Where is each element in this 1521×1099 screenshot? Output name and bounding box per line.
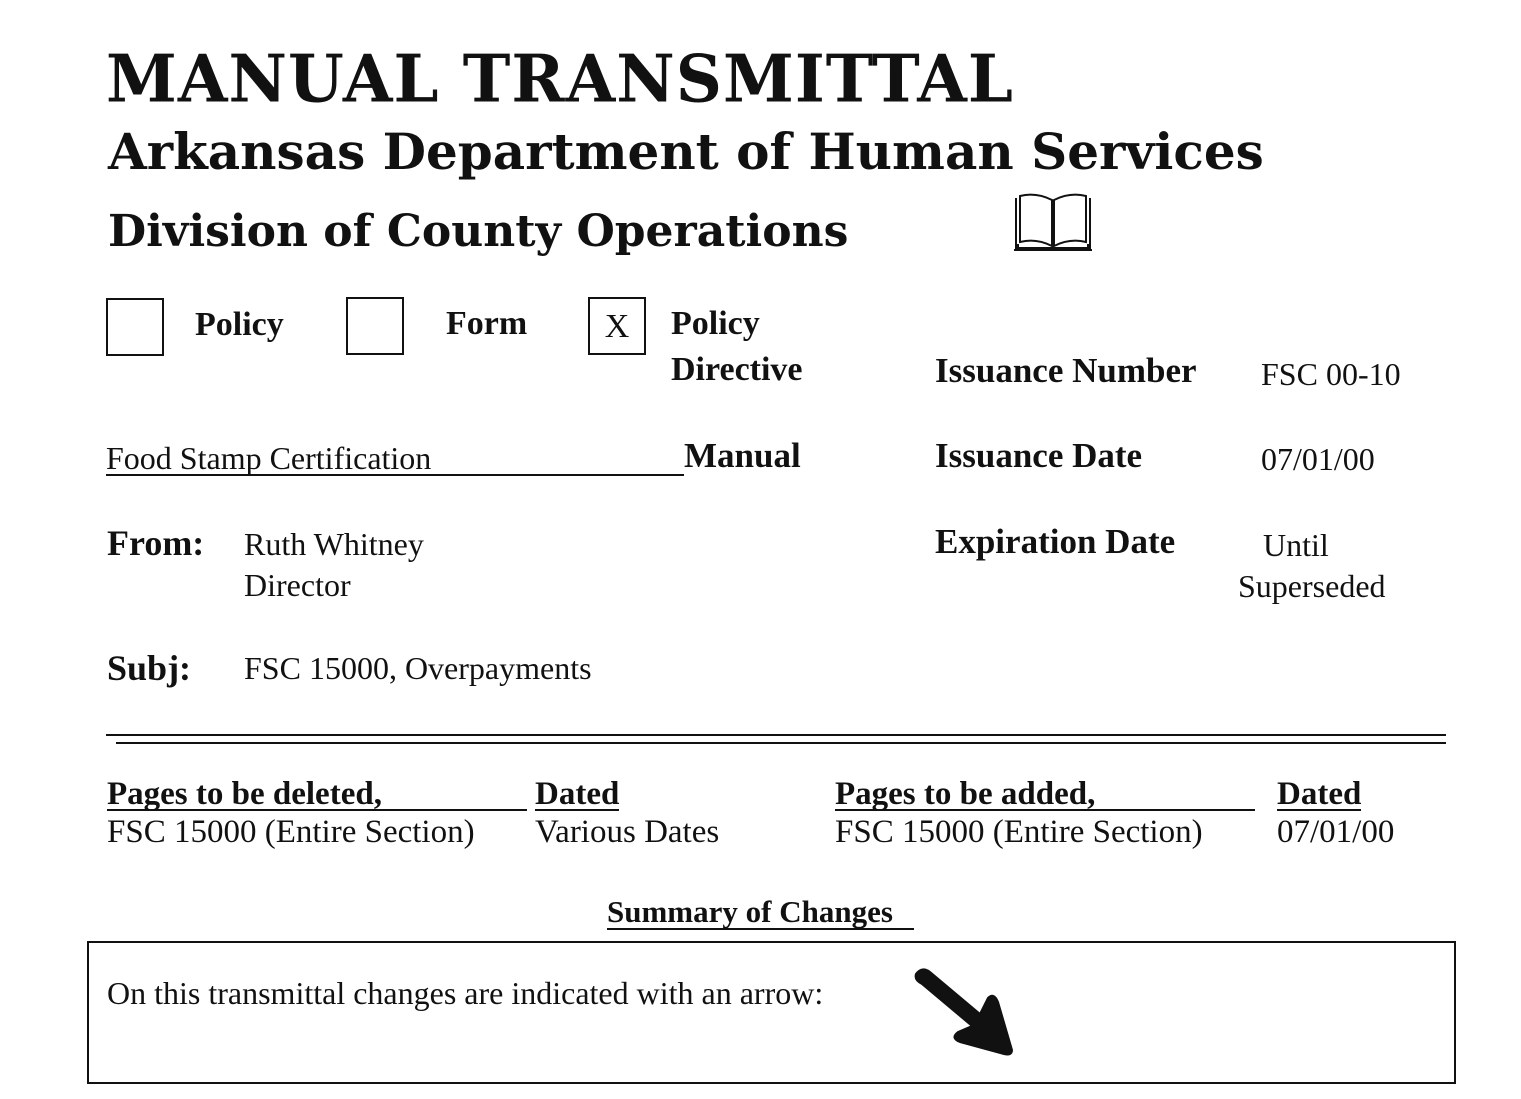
form-checkbox[interactable] — [346, 297, 404, 355]
subject-label: Subj: — [107, 648, 192, 688]
summary-box — [87, 941, 1456, 1084]
divider-rule-top — [106, 734, 1446, 736]
policy-directive-label-line2: Directive — [671, 351, 803, 388]
agency-name: Arkansas Department of Human Services — [108, 122, 1264, 181]
from-name: Ruth Whitney — [244, 526, 424, 562]
from-label: From: — [107, 523, 205, 563]
manual-label: Manual — [684, 436, 801, 475]
issuance-date-label: Issuance Date — [935, 436, 1143, 475]
expiration-value-line2: Superseded — [1238, 568, 1386, 604]
summary-text: On this transmittal changes are indicated with an arrow: — [107, 975, 824, 1011]
issuance-number-label: Issuance Number — [935, 351, 1197, 390]
summary-heading-underline — [607, 928, 914, 930]
subject-value: FSC 15000, Overpayments — [244, 650, 592, 686]
from-title: Director — [244, 567, 351, 603]
document-title: MANUAL TRANSMITTAL — [106, 41, 1014, 118]
pages-added-header-underline — [835, 809, 1255, 811]
issuance-number-value: FSC 00-10 — [1261, 356, 1401, 392]
policy-directive-label-line1: Policy — [671, 305, 760, 342]
divider-rule-bottom — [116, 742, 1446, 744]
pages-added-dated-value: 07/01/00 — [1277, 814, 1395, 850]
policy-label: Policy — [195, 306, 284, 343]
division-name: Division of County Operations — [108, 206, 849, 257]
policy-directive-checkbox[interactable]: X — [588, 297, 646, 355]
pages-added-dated-header: Dated — [1277, 776, 1362, 812]
pages-added-header: Pages to be added, — [835, 776, 1096, 812]
policy-checkbox[interactable] — [106, 298, 164, 356]
summary-heading: Summary of Changes — [607, 894, 893, 929]
pages-added-dated-underline — [1277, 809, 1361, 811]
pages-deleted-dated-header: Dated — [535, 776, 620, 812]
pages-deleted-header: Pages to be deleted, — [107, 776, 382, 812]
pages-deleted-dated-value: Various Dates — [535, 814, 720, 850]
pages-deleted-dated-underline — [535, 809, 619, 811]
open-book-icon — [1012, 192, 1094, 254]
pages-added-value: FSC 15000 (Entire Section) — [835, 814, 1203, 850]
pages-deleted-header-underline — [107, 809, 527, 811]
manual-underline — [106, 474, 684, 476]
expiration-value-line1: Until — [1263, 527, 1329, 563]
arrow-down-right-icon — [908, 962, 1020, 1058]
issuance-date-value: 07/01/00 — [1261, 441, 1375, 477]
form-label: Form — [446, 305, 528, 342]
expiration-date-label: Expiration Date — [935, 522, 1176, 561]
pages-deleted-value: FSC 15000 (Entire Section) — [107, 814, 475, 850]
manual-name: Food Stamp Certification — [106, 440, 432, 476]
